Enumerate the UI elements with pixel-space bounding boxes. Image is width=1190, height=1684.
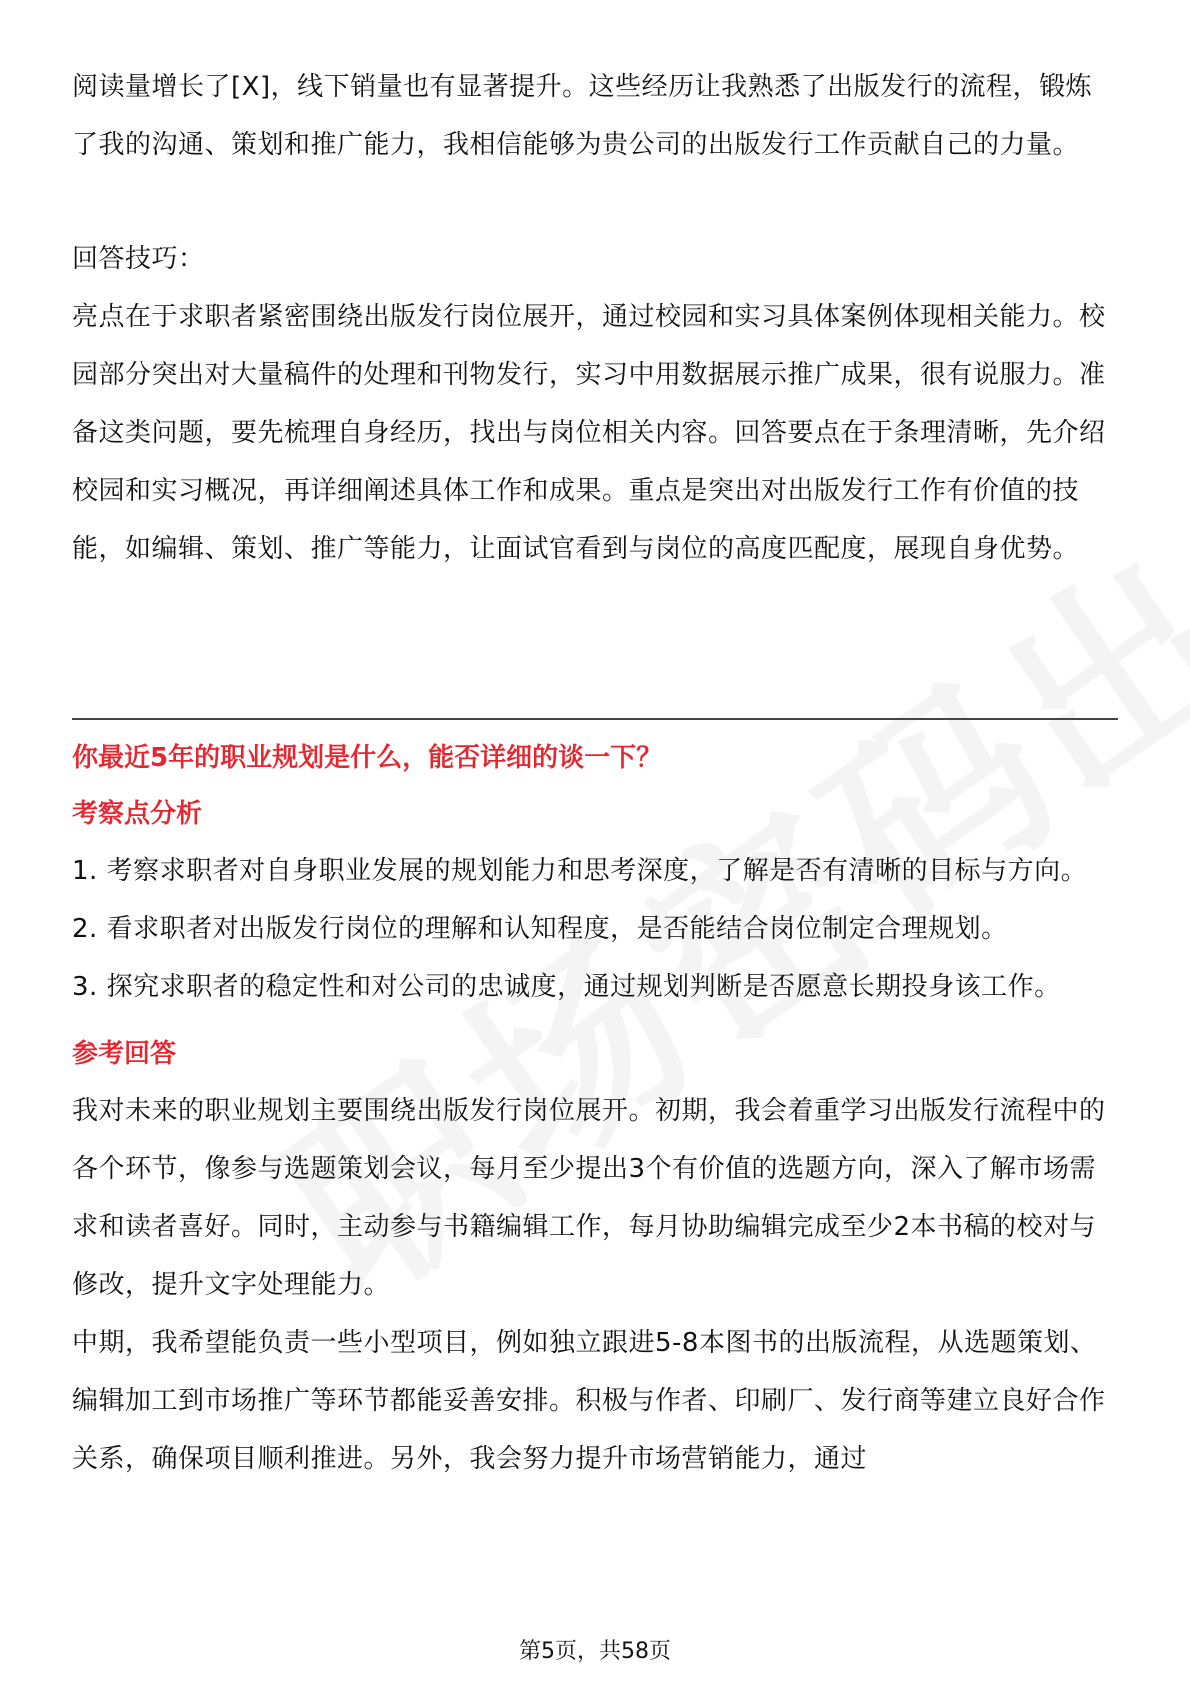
tips-text: 亮点在于求职者紧密围绕出版发行岗位展开，通过校园和实习具体案例体现相关能力。校园部分突出对大量稿件的处理和刊物发行，实习中用数据展示推广成果，很有说服力。准备这类问题，要先梳理自身经历，找出与岗位相关内容。回答要点在于条理清晰，先介绍校园和实习概况，再详细阐述具体工作和成果。重点是突出对出版发行工作有价值的技能，如编辑、策划、推广等能力，让面试官看到与岗位的高度匹配度，展现自身优势。 [72, 302, 1106, 564]
analysis-item: 1. 考察求职者对自身职业发展的规划能力和思考深度，了解是否有清晰的目标与方向。 [72, 856, 1088, 886]
continued-paragraph: 阅读量增长了[X]，线下销量也有显著提升。这些经历让我熟悉了出版发行的流程，锻炼了我的沟通、策划和推广能力，我相信能够为贵公司的出版发行工作贡献自己的力量。 [72, 72, 1093, 160]
question-section [72, 730, 1118, 1488]
tips-label: 回答技巧： [72, 244, 205, 274]
analysis-heading: 考察点分析 [72, 799, 203, 829]
analysis-item: 2. 看求职者对出版发行岗位的理解和认知程度，是否能结合岗位制定合理规划。 [72, 914, 1008, 944]
question-title: 你最近5年的职业规划是什么，能否详细的谈一下？ [72, 743, 663, 773]
analysis-item: 3. 探究求职者的稳定性和对公司的忠诚度，通过规划判断是否愿意长期投身该工作。 [72, 972, 1061, 1002]
page-number: 第5页，共58页 [519, 1639, 671, 1664]
answer-paragraph: 中期，我希望能负责一些小型项目，例如独立跟进5-8本图书的出版流程，从选题策划、编辑加工到市场推广等环节都能妥善安排。积极与作者、印刷厂、发行商等建立良好合作关系，确保项目顺利推进。另外，我会努力提升市场营销能力，通过 [72, 1328, 1106, 1474]
top-content [72, 58, 1118, 578]
section-divider [72, 718, 1118, 720]
answer-heading: 参考回答 [72, 1039, 177, 1069]
answer-paragraph: 我对未来的职业规划主要围绕出版发行岗位展开。初期，我会着重学习出版发行流程中的各个环节，像参与选题策划会议，每月至少提出3个有价值的选题方向，深入了解市场需求和读者喜好。同时，主动参与书籍编辑工作，每月协助编辑完成至少2本书稿的校对与修改，提升文字处理能力。 [72, 1096, 1106, 1300]
